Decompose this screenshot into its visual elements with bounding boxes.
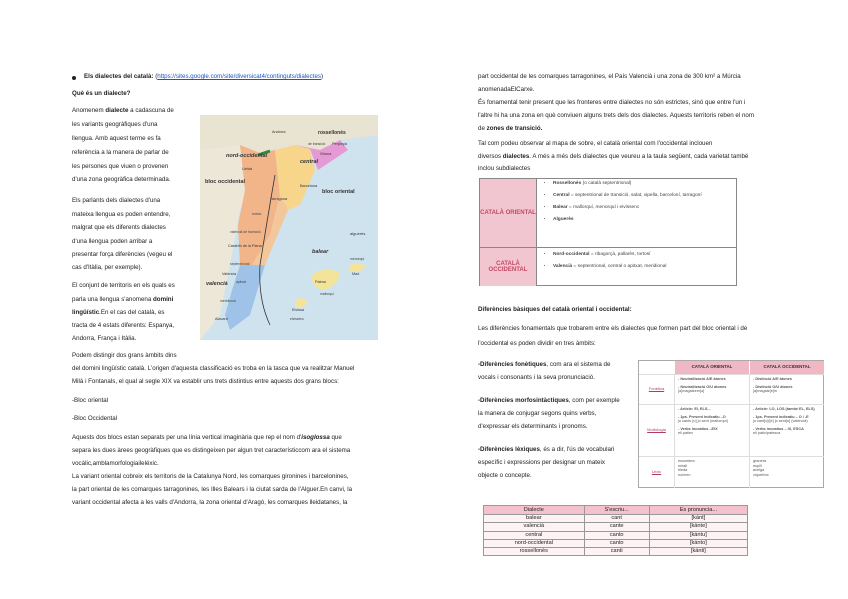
dialect-map-drawing [200,115,378,340]
dialects-link[interactable]: https://sites.google.com/site/diversicat4/continguts/dialectes [157,73,321,80]
table-cell: rossellonès [484,548,585,556]
table-cell: central [484,531,585,539]
row-label-morfologia: Morfologia [639,404,674,456]
table-cell: cant [584,515,649,523]
table-row [484,531,748,539]
map-label-girona: Girona [320,152,332,156]
p3-line3: lingüístic.En el cas del català, es [72,309,165,316]
r-line2: anomenadaElCarxe. [478,86,535,93]
p2-line2: mateixa llengua es poden entendre, [72,211,171,218]
p2-line3: malgrat que els diferents dialectes [72,224,166,231]
p1-line2: les variants geogràfiques d'una [72,121,158,128]
p4-line2: del domini lingüístic català. L'origen d'aquesta classificació es troba en la tasca que va realitzar Manuel [72,365,355,372]
table-cell: canto [584,539,649,547]
map-label-nord-occidental: nord-occidental [226,153,268,159]
fon-line1: -Diferències fonètiques, com ara el sistema de [478,361,611,368]
table-cell: [kánti] [649,548,747,556]
map-label-mao: Maó [352,272,360,276]
list-item: • Valencià = septentrional, central o apitxat, meridional [553,264,730,270]
map-label-tortosi: tortosí [252,212,262,216]
header-dialecte: Dialecte [484,506,585,515]
p2-line4: d'una llengua poden arribar a [72,238,153,245]
occidental-label: CATALÀ OCCIDENTAL [480,248,536,286]
p1-line5: les persones que viuen o provenen [72,163,169,170]
map-label-rossellones: rossellonès [318,130,346,136]
mor-line1: -Diferències morfosintàctiques, com per exemple [478,397,620,404]
p3-line1: El conjunt de territoris en els quals es [72,282,175,289]
pronunciation-table [483,505,748,556]
map-label-andorra: Andorra [272,130,286,134]
table-cell: cante [584,523,649,531]
table-cell: - Neutralització A/E àtones - Neutralització O/U àtones [ə]magatzem[ə] [674,374,749,404]
lex-line3: objecte o concepte. [478,472,532,479]
p6-line3: variant occidental afecta a les valls d'Andorra, la zona oriental d'Aragó, les comarques lleidatanes, la [72,499,348,506]
p4-line3: Milà i Fontanals, el qual al segle XIX va establir uns trets distintius entre aquests dos grans blocs: [72,378,339,385]
fon-line2: vocals i consonants i la seva pronunciació. [478,374,595,381]
table-row [484,515,748,523]
p5-line2: separa les dues àrees geogràfiques que es distingeixen per algun tret característiccom ara el sistema [72,447,351,454]
oriental-list [536,179,736,248]
col-occidental-header: CATALÀ OCCIDENTAL [749,361,824,374]
table-row [484,548,748,556]
p5-line3: vocàlic,amblamorfologiaileléxic. [72,460,159,467]
list-item: • Rossellonès (o català septentrional) [553,181,730,187]
p2-line1: Els parlants dels dialectes d'una [72,197,161,204]
table-cell: valencià [484,523,585,531]
map-label-algueres: alguerès [350,231,366,236]
p1-line4: referència a la manera de parlar de [72,149,169,156]
bloc-occidental-item: -Bloc Occidental [72,415,118,422]
table-cell: [kánt] [649,515,747,523]
table-cell: - Article: El, ELS... - 1ps. Present indicatiu –O jo canto [u] jo sent (mallorquí) - Verbs incoatius –EIX ell patiex [674,404,749,456]
s-line1: Les diferències fonamentals que trobarem entre els dialectes que formen part del bloc oriental i de [478,325,748,332]
r-line7: diversos dialectes. A més a més dels dialectes que veureu a la taula següent, cada varietat també [478,153,749,160]
map-label-alacant: Alacant [215,317,228,321]
map-label-bloc-occidental: bloc occidental [205,179,246,185]
lex-line1: -Diferències lèxiques, és a dir, l'ús de vocabulari [478,446,615,453]
table-cell: [kánto] [649,539,747,547]
table-row [484,523,748,531]
header-espronuncia: Es pronuncia... [649,506,747,515]
map-label-bloc-oriental: bloc oriental [322,189,355,195]
p2-line6: cas d'Itàlia, per exemple). [72,264,143,271]
map-label-lleida: Lleida [242,167,253,171]
differences-table [638,360,824,488]
question-title: Què és un dialecte? [72,90,131,97]
list-item: • Alguerès [553,217,730,223]
table-cell: granera espill acelga xiquet/xic [749,456,824,488]
map-label-meridional: meridional [220,299,236,303]
mor-line3: d'expressar els determinants i pronoms. [478,423,588,430]
map-label-balear: balear [312,249,329,255]
r-line1: part occidental de les comarques tarragonines, el País Valencià i una zona de 300 km² a Múrcia [478,73,741,80]
map-label-central: central [300,159,319,165]
table-cell: [kántu] [649,531,747,539]
map-label-valencia-transicio: valencià de transició [230,230,261,234]
table-cell: - Article: LO, LOS (també EL, ELS) - 1ps. Present indicatiu – O / -E jo cant[o]/[e] jo sent[o] (valencià) - Verbs incoatius – IX, ESCA ell patix/patesca [749,404,824,456]
r-line6: Tal com podeu observar al mapa de sobre, el català oriental com l'occidental inclouen [478,140,713,147]
p6-line2: la part oriental de les comarques tarragonines, les Illes Balears i la ciutat sarda de l'Alguer.En canvi, la [72,486,353,493]
mor-line2: la manera de conjugar segons quins verbs, [478,410,597,417]
row-label-lexic: Lèxic [639,456,674,488]
map-label-eivissa: Eivissa [292,308,305,312]
list-item: • Nord-occidental = ribagorçà, pallarès, tortosí [553,252,730,258]
p1-line6: d'una zona geogràfica determinada. [72,176,171,183]
dialects-table [479,178,737,286]
p3-line5: Andorra, França i Itàlia. [72,335,137,342]
table-row [484,539,748,547]
p3-line2: parla una llengua s'anomena domini [72,296,174,303]
dialect-map [200,115,378,340]
map-label-eivissenc: eivissenc [290,317,304,321]
p3-line4: tracta de 4 estats diferents: Espanya, [72,322,175,329]
p5-line1: Aquests dos blocs estan separats per una línia vertical imaginària que rep el nom d'isoglossa que [72,434,342,441]
table-cell: canti [584,548,649,556]
map-label-apitxat: apitxat [236,280,246,284]
lex-line2: específic i expressions per designar un mateix [478,459,605,466]
col-oriental-header: CATALÀ ORIENTAL [674,361,749,374]
map-label-tarragona: Tarragona [270,197,288,201]
r-line8: inclou subdialectes [478,165,531,172]
list-item: • Balear = mallorquí, menorquí i eivissenc [553,205,730,211]
table-cell: [kánte] [649,523,747,531]
header-sescriu: S'escriu... [584,506,649,515]
r-line4: l'altre hi ha una zona en què conviuen alguns trets dels dos dialectes. Aquests territoris reben el nom [478,112,755,119]
r-line5: de zones de transició. [478,125,543,132]
table-cell: escombra mirall bleda noi/nen [674,456,749,488]
map-label-valencia-city: València [222,272,237,276]
map-label-castello: Castelló de la Plana [228,244,262,248]
bloc-oriental-item: -Bloc oriental [72,397,109,404]
map-label-transicio: de transició [308,142,326,146]
s-line2: l'occidental es poden dividir en tres àmbits: [478,340,596,347]
map-label-perpinya: Perpinyà [332,142,347,146]
dialects-heading: Els dialectes del català: (https://sites.google.com/site/diversicat4/continguts/dialectes) [84,73,324,80]
map-label-septentrional: septentrional [230,262,250,266]
oriental-label: CATALÀ ORIENTAL [480,179,536,248]
map-label-valencia: valencià [206,281,228,287]
list-item: • Central = septentrional de transició, salat, xipella, barceloní, tarragoní [553,193,730,199]
map-label-barcelona: Barcelona [300,184,318,188]
row-label-fonetica: Fonètica [639,374,674,404]
r-line3: És fonamental tenir present que les fronteres entre dialectes no són estrictes, sinó que entre l'un i [478,99,746,106]
table-cell: nord-occidental [484,539,585,547]
table-cell: - Distinció A/E àtones - Distinció O/U àtones [a]magatz[e]m [749,374,824,404]
p4-line1: Podem distingir dos grans àmbits dins [72,352,177,359]
bullet-icon [72,76,76,80]
table-header-row [484,506,748,515]
occidental-list [536,248,736,286]
map-label-mallorqui: mallorquí [320,292,334,296]
p1-line3: llengua. Amb aquest terme es fa [72,135,161,142]
differences-title: Diferències bàsiques del català oriental i occidental: [478,306,632,313]
table-cell: canto [584,531,649,539]
map-label-palma: Palma [315,280,326,284]
p6-line1: La variant oriental cobreix els territoris de la Catalunya Nord, les comarques gironines i barcelonines, [72,473,349,480]
p1-line1: Anomenem dialecte a cadascuna de [72,107,174,114]
p2-line5: presentar força diferències (vegeu el [72,251,173,258]
map-label-menorqui: menorquí [350,257,365,261]
table-cell: balear [484,515,585,523]
